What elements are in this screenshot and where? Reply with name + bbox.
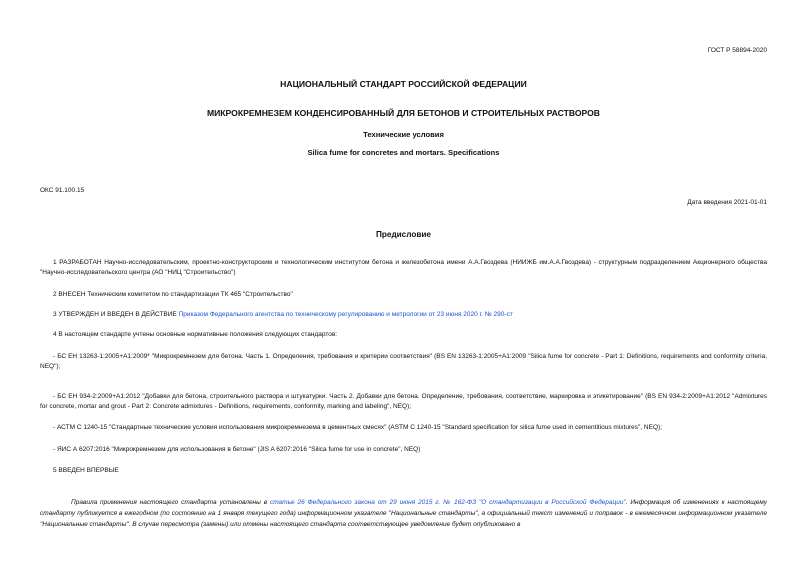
rules-text-start: Правила применения настоящего стандарта установлены в [71, 499, 270, 506]
referenced-standard-astm-c1240: - АСТМ С 1240-15 "Стандартные технические условия использования микрокремнезема в цементных смесях" (ASTM C 1240-15 "Standard specification for silica fume used in cementitious mixtures", NEQ); [53, 424, 662, 431]
introduction-date: Дата введения 2021-01-01 [687, 199, 767, 206]
referenced-standard-bs-en-934: - БС ЕН 934-2:2009+А1:2012 "Добавки для бетона, строительного раствора и штукатурки. Часть 2. Добавки для бетона. Определение, требования, соответствие, маркировка и этикетирование" (BS EN 934-2:2009+A1:2012 "Admixtures for concrete, mortar and grout - Part 2: Concrete admixtures - Definitions, requirements, conformity, marking and labeling", NEQ); [40, 393, 767, 410]
foreword-item-submitted: 2 ВНЕСЕН Техническим комитетом по стандартизации ТК 465 "Строительство" [53, 291, 293, 298]
document-subtitle: Технические условия [363, 130, 444, 139]
order-link[interactable]: Приказом Федерального агентства по техническому регулированию и метрологии от 23 июня 2020 г. № 290-ст [178, 311, 513, 318]
referenced-standard-bs-en-13263: - БС ЕН 13263-1:2005+А1:2009* "Микрокремнезем для бетона. Часть 1. Определения, требования и критерии соответствия" (BS EN 13263-1:2005+A1:2009 "Silica fume for concrete - Part 1: Definitions, requirements and conformity criteria, NEQ"); [40, 353, 767, 370]
foreword-item-developed: 1 РАЗРАБОТАН Научно-исследовательским, проектно-конструкторским и технологическим институтом бетона и железобетона имени А.А.Гвоздева (НИИЖБ им.А.А.Гвоздева) - структурным подразделением Акционерного общества "Научно-исследовательского центра (АО "НИЦ "Строительство") [40, 259, 767, 276]
document-title: МИКРОКРЕМНЕЗЕМ КОНДЕНСИРОВАННЫЙ ДЛЯ БЕТОНОВ И СТРОИТЕЛЬНЫХ РАСТВОРОВ [206, 108, 601, 118]
referenced-standard-jis-a6207: - ЯИС А 6207:2016 "Микрокремнезем для использования в бетоне" (JIS A 6207:2016 "Silica fume for use in concrete", NEQ) [53, 446, 421, 453]
foreword-heading: Предисловие [376, 230, 431, 239]
application-rules-paragraph [40, 497, 767, 571]
standard-number: ГОСТ Р 58894-2020 [707, 47, 767, 54]
federal-law-link[interactable]: статье 26 Федерального закона от 29 июня 2015 г. № 162-ФЗ "О стандартизации в Российской Федерации" [269, 499, 626, 506]
document-title-english: Silica fume for concretes and mortars. Specifications [307, 148, 500, 157]
approved-label: 3 УТВЕРЖДЕН И ВВЕДЕН В ДЕЙСТВИЕ [53, 311, 179, 318]
foreword-item-first-introduced: 5 ВВЕДЕН ВПЕРВЫЕ [53, 467, 119, 474]
rules-text-end: . Информация об изменениях к настоящему стандарту публикуется в ежегодном (по состоянию на 1 января текущего года) информационном указателе "Национальные стандарты", а официальный текст изменений и поправок - в ежемесячном информационном указателе "Национальные стандарты". В случае пересмотра (замены) или отмены настоящего стандарта соответствующее уведомление будет опубликовано в [40, 499, 767, 528]
foreword-item-standards-considered: 4 В настоящем стандарте учтены основные нормативные положения следующих стандартов: [53, 331, 338, 338]
oks-code: ОКС 91.100.15 [40, 187, 85, 194]
foreword-item-approved [40, 310, 767, 320]
national-standard-heading: НАЦИОНАЛЬНЫЙ СТАНДАРТ РОССИЙСКОЙ ФЕДЕРАЦИИ [280, 79, 527, 89]
